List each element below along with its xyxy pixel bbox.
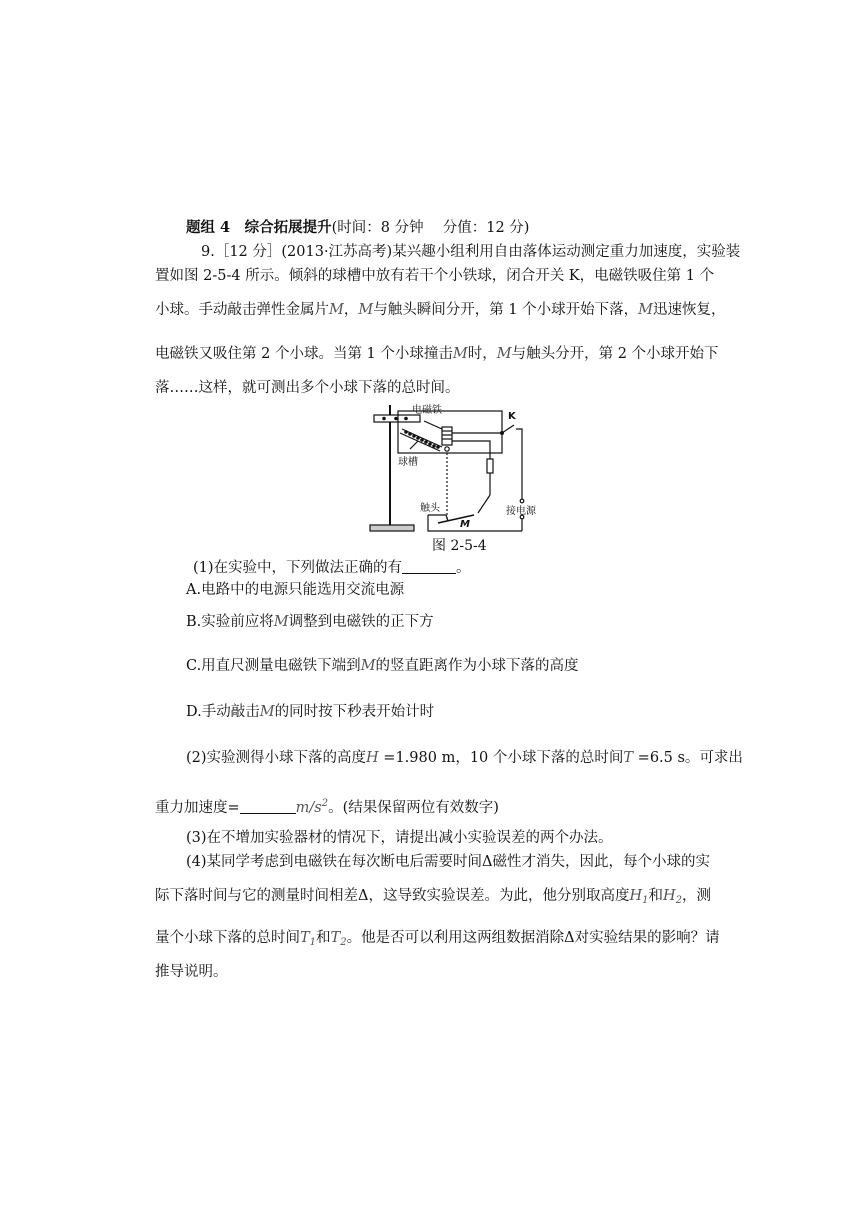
symbol-H: H — [366, 750, 379, 766]
apparatus-diagram — [366, 403, 546, 535]
label-magnet: 电磁铁 — [412, 405, 442, 416]
problem-line-3: 小球。手动敲击弹性金属片M，M与触头瞬间分开，第 1 个小球开始下落，M迅速恢复， — [155, 302, 726, 318]
answer-blank — [240, 799, 296, 814]
symbol-H2: $H_2$ — [663, 888, 683, 906]
symbol-M: M — [273, 614, 289, 630]
answer-blank — [402, 559, 456, 574]
q1-option-d: D.手动敲击M的同时按下秒表开始计时 — [186, 704, 435, 720]
unit-acceleration: $m/s^2$ — [295, 798, 329, 816]
group-header — [186, 218, 529, 238]
symbol-M: M — [259, 704, 275, 720]
q4-line-2: 际下落时间与它的测量时间相差Δ，这导致实验误差。为此，他分别取高度$H_1$和$H_2$，测 — [155, 888, 712, 906]
q3-text: (3)在不增加实验器材的情况下，请提出减小实验误差的两个办法。 — [186, 830, 613, 846]
apparatus-figure — [366, 403, 546, 535]
q2-line-2: 重力加速度= $m/s^2$。(结果保留两位有效数字) — [155, 798, 499, 816]
label-contact: 触头 — [420, 503, 440, 514]
problem-line-5: 落……这样，就可测出多个小球下落的总时间。 — [155, 380, 460, 396]
q4-line-1: (4)某同学考虑到电磁铁在每次断电后需要时间Δ磁性才消失，因此，每个小球的实 — [186, 854, 711, 870]
q1-option-c: C.用直尺测量电磁铁下端到M的竖直距离作为小球下落的高度 — [186, 658, 579, 674]
symbol-M: M — [452, 346, 468, 362]
problem-line-4: 电磁铁又吸住第 2 个小球。当第 1 个小球撞击M时，M与触头分开，第 2 个小球开始下 — [155, 346, 719, 362]
symbol-T2: $T_2$ — [330, 930, 347, 948]
figure-caption: 图 2-5-4 — [432, 538, 487, 554]
q1-option-a: A.电路中的电源只能选用交流电源 — [186, 582, 405, 598]
label-switch-K: K — [508, 411, 516, 422]
q2-line-1: (2)实验测得小球下落的高度H =1.980 m，10 个小球下落的总时间T =6.5 s。可求出 — [186, 750, 743, 766]
q4-line-3: 量个小球下落的总时间$T_1$和$T_2$。他是否可以利用这两组数据消除Δ对实验结果的影响？请 — [155, 930, 720, 948]
q1-stem: (1)在实验中，下列做法正确的有 。 — [193, 560, 471, 576]
symbol-M: M — [360, 658, 376, 674]
stand-base — [370, 525, 414, 531]
label-power: 接电源 — [506, 506, 536, 517]
problem-line-2: 置如图 2-5-4 所示。倾斜的球槽中放有若干个小铁球，闭合开关 K，电磁铁吸住第 1 个 — [155, 268, 715, 284]
q4-line-4: 推导说明。 — [155, 964, 228, 980]
group-label: 题组 4 综合拓展提升 — [186, 219, 332, 236]
group-meta: (时间：8 分钟 分值：12 分) — [331, 220, 530, 236]
q1-option-b: B.实验前应将M调整到电磁铁的正下方 — [186, 614, 434, 630]
label-M: M — [460, 519, 470, 530]
symbol-T1: $T_1$ — [300, 930, 317, 948]
symbol-M: M — [329, 302, 344, 318]
symbol-M: M — [638, 302, 654, 318]
symbol-H1: $H_1$ — [629, 888, 649, 906]
symbol-M: M — [496, 346, 512, 362]
symbol-T: T — [623, 750, 634, 766]
label-groove: 球槽 — [398, 457, 418, 468]
symbol-M: M — [358, 302, 374, 318]
problem-line-1: 9.［12 分］(2013·江苏高考)某兴趣小组利用自由落体运动测定重力加速度，实验装 — [201, 244, 741, 260]
